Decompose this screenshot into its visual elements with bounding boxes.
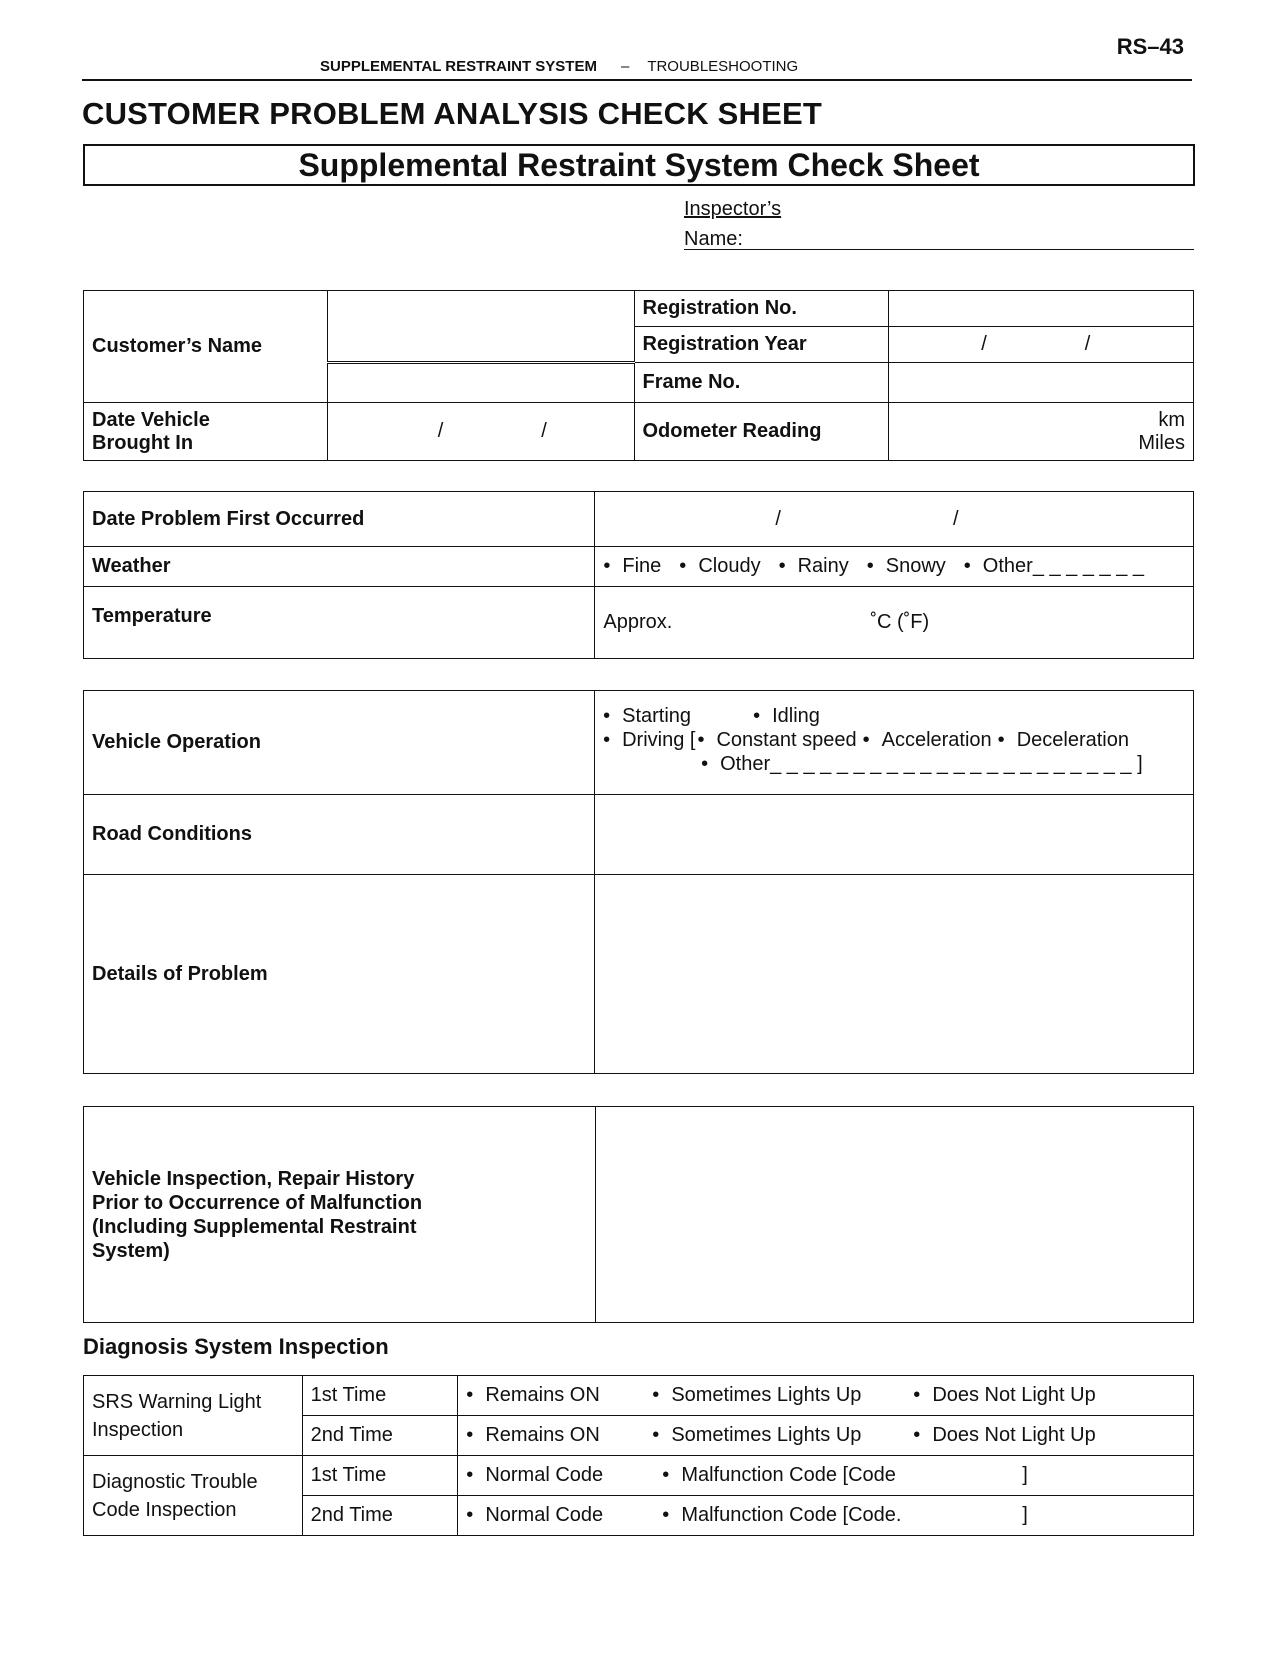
weather-options	[595, 547, 1194, 587]
registration-no-label: Registration No.	[634, 291, 889, 327]
dtc-inspection-line1: Diagnostic Trouble	[92, 1470, 258, 1493]
vehicle-operation-options	[595, 691, 1194, 795]
op-other[interactable]: • Other_ _ _ _ _ _ _ _ _ _ _ _ _ _ _ _ _ _ _ _ _ _ ]	[701, 752, 1143, 776]
date-brought-slash-1: /	[437, 420, 444, 442]
srs-second-time-label: 2nd Time	[302, 1416, 458, 1456]
reg-year-slash-1: /	[981, 333, 987, 355]
weather-option-rainy[interactable]: • Rainy	[779, 555, 849, 578]
odometer-field[interactable]	[889, 403, 1194, 461]
customer-name-label: Customer’s Name	[84, 291, 328, 403]
repair-history-table	[83, 1106, 1194, 1323]
temperature-field[interactable]	[595, 587, 1194, 659]
header-dash: –	[620, 58, 630, 75]
op-deceleration[interactable]: • Deceleration	[998, 728, 1129, 752]
diagnosis-table	[83, 1375, 1194, 1536]
unit-miles: Miles	[1138, 431, 1185, 454]
details-of-problem-label: Details of Problem	[84, 875, 595, 1074]
inspector-name-field[interactable]	[684, 249, 1194, 250]
repair-history-line3: (Including Supplemental Restraint	[92, 1215, 417, 1238]
srs-1-remains-on[interactable]: • Remains ON	[466, 1384, 636, 1407]
registration-no-field[interactable]	[889, 291, 1194, 327]
date-first-occurred-field[interactable]	[595, 492, 1194, 547]
op-starting[interactable]: • Starting	[603, 704, 753, 728]
inspector-name-label: Name:	[684, 228, 743, 250]
registration-year-field[interactable]	[889, 327, 1194, 363]
date-brought-in-label-line2: Brought In	[92, 431, 194, 454]
srs-warning-light-line1: SRS Warning Light	[92, 1390, 262, 1413]
inspector-label: Inspector’s	[684, 198, 782, 220]
weather-option-other[interactable]: • Other_ _ _ _ _ _ _	[964, 555, 1144, 578]
reg-year-slash-2: /	[1084, 333, 1091, 355]
section-name: SUPPLEMENTAL RESTRAINT SYSTEM	[320, 58, 597, 75]
date-brought-in-label-line1: Date Vehicle	[92, 408, 210, 431]
op-constant-speed[interactable]: • Constant speed	[697, 728, 856, 752]
dtc-first-time-options	[458, 1456, 1194, 1496]
weather-option-snowy[interactable]: • Snowy	[867, 555, 946, 578]
customer-name-field-2[interactable]	[327, 363, 634, 403]
weather-label: Weather	[84, 547, 595, 587]
page-number: RS–43	[1116, 34, 1184, 59]
dtc-2-malfunction-code[interactable]: • Malfunction Code [Code.	[662, 1504, 1022, 1527]
page-title: CUSTOMER PROBLEM ANALYSIS CHECK SHEET	[82, 96, 823, 131]
srs-1-does-not[interactable]: • Does Not Light Up	[913, 1384, 1095, 1407]
sheet-title: Supplemental Restraint System Check Sheet	[83, 144, 1195, 186]
repair-history-line2: Prior to Occurrence of Malfunction	[92, 1191, 423, 1214]
dtc-second-time-label: 2nd Time	[302, 1496, 458, 1536]
date-brought-in-field[interactable]	[327, 403, 634, 461]
diagnosis-title: Diagnosis System Inspection	[83, 1334, 389, 1359]
dtc-1-normal-code[interactable]: • Normal Code	[466, 1464, 646, 1487]
repair-history-label	[84, 1107, 596, 1323]
weather-option-fine[interactable]: • Fine	[603, 555, 661, 578]
unit-km: km	[1158, 408, 1185, 431]
vehicle-info-table	[83, 290, 1194, 461]
running-header	[320, 58, 798, 75]
conditions-table	[83, 491, 1194, 659]
dtc-1-malfunction-code[interactable]: • Malfunction Code [Code	[662, 1464, 1022, 1487]
dtc-second-time-options	[458, 1496, 1194, 1536]
subsection-name: TROUBLESHOOTING	[647, 58, 799, 75]
srs-2-remains-on[interactable]: • Remains ON	[466, 1424, 636, 1447]
road-conditions-field[interactable]	[595, 795, 1194, 875]
dtc-1-close-bracket: ]	[1022, 1464, 1028, 1486]
details-of-problem-field[interactable]	[595, 875, 1194, 1074]
srs-warning-light-label	[84, 1376, 303, 1456]
operation-table	[83, 690, 1194, 1074]
srs-2-sometimes[interactable]: • Sometimes Lights Up	[652, 1424, 897, 1447]
road-conditions-label: Road Conditions	[84, 795, 595, 875]
date-first-slash-2: /	[952, 507, 959, 530]
repair-history-line1: Vehicle Inspection, Repair History	[92, 1167, 415, 1190]
temperature-label: Temperature	[84, 587, 595, 659]
vehicle-operation-label: Vehicle Operation	[84, 691, 595, 795]
odometer-label: Odometer Reading	[634, 403, 889, 461]
srs-2-does-not[interactable]: • Does Not Light Up	[913, 1424, 1095, 1447]
repair-history-field[interactable]	[595, 1107, 1193, 1323]
customer-name-field[interactable]	[327, 291, 634, 363]
date-brought-in-label	[84, 403, 328, 461]
dtc-inspection-label	[84, 1456, 303, 1536]
repair-history-line4: System)	[92, 1239, 170, 1262]
srs-second-time-options	[458, 1416, 1194, 1456]
weather-option-cloudy[interactable]: • Cloudy	[679, 555, 760, 578]
srs-first-time-label: 1st Time	[302, 1376, 458, 1416]
op-driving[interactable]: • Driving [	[603, 728, 695, 752]
temperature-approx: Approx.	[603, 611, 673, 633]
frame-no-label: Frame No.	[634, 363, 889, 403]
dtc-first-time-label: 1st Time	[302, 1456, 458, 1496]
srs-first-time-options	[458, 1376, 1194, 1416]
date-brought-slash-2: /	[541, 420, 547, 442]
date-first-occurred-label: Date Problem First Occurred	[84, 492, 595, 547]
date-first-slash-1: /	[775, 507, 781, 530]
registration-year-label: Registration Year	[634, 327, 889, 363]
frame-no-field[interactable]	[889, 363, 1194, 403]
srs-1-sometimes[interactable]: • Sometimes Lights Up	[652, 1384, 897, 1407]
op-idling[interactable]: • Idling	[753, 704, 820, 728]
srs-warning-light-line2: Inspection	[92, 1418, 184, 1441]
header-rule	[82, 79, 1192, 81]
dtc-2-normal-code[interactable]: • Normal Code	[466, 1504, 646, 1527]
dtc-inspection-line2: Code Inspection	[92, 1498, 237, 1521]
temperature-unit: ˚C (˚F)	[870, 611, 930, 633]
op-acceleration[interactable]: • Acceleration	[863, 728, 992, 752]
dtc-2-close-bracket: ]	[1022, 1504, 1028, 1526]
